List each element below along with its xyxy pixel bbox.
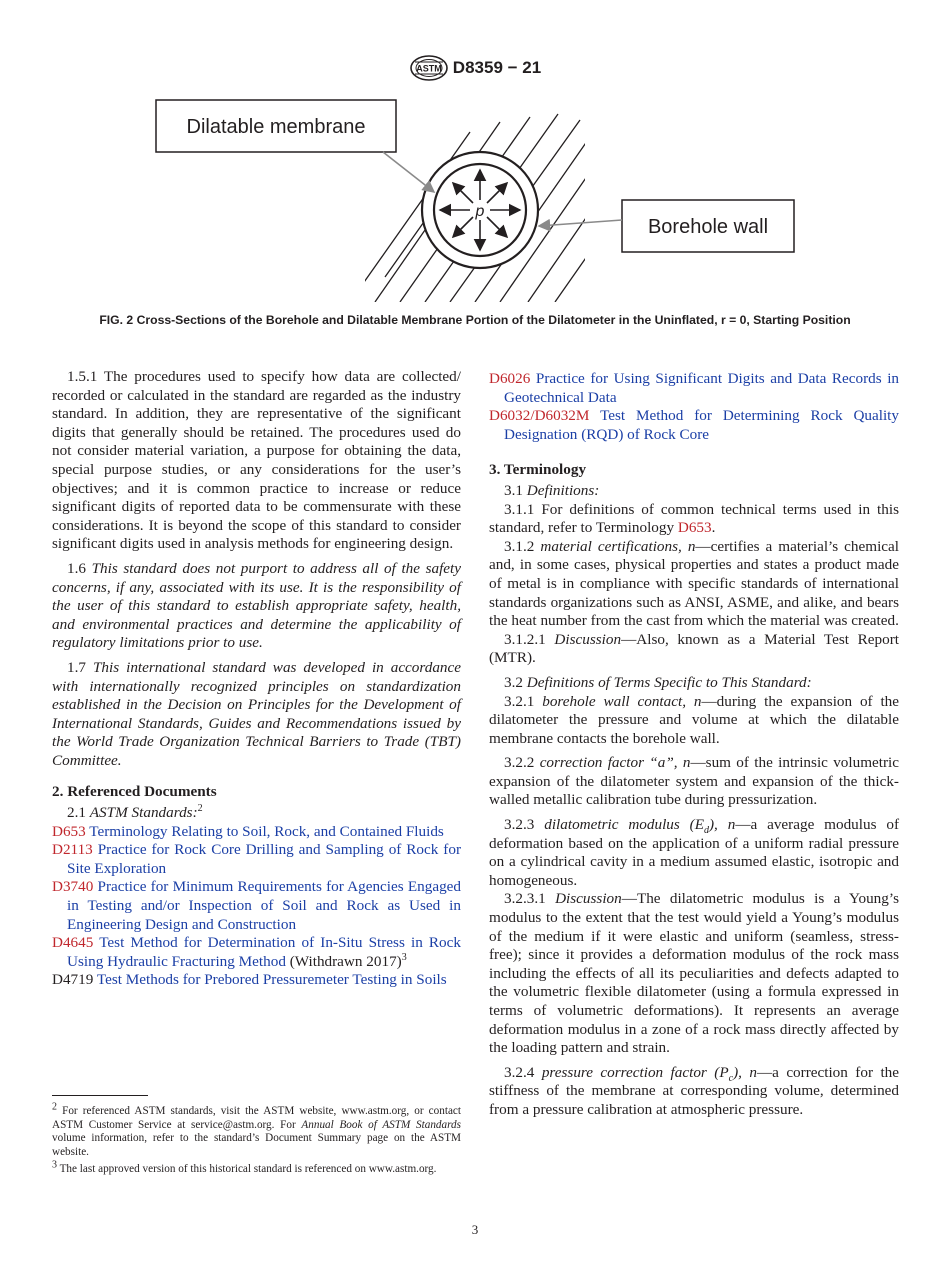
paragraph-3-2-4: 3.2.4 pressure correction factor $(P_c)$, n—a correction for the stiffness of the membrane at corresponding volume, determined from a pressure calibration at atmospheric pressure. [489,1063,900,1118]
membrane-label: Dilatable membrane [186,116,366,138]
reference-item[interactable]: D6032/D6032M Test Method for Determining Rock Quality Designation (RQD) of Rock Core [489,407,899,443]
reference-item[interactable]: D3740 Practice for Minimum Requirements for Agencies Engaged in Testing and/or Inspection of Soil and Rock as Used in Engineering Design and Construction [52,878,461,933]
paragraph-3-2-3-1: 3.2.3.1 Discussion—The dilatometric modulus is a Young’s modulus to the extent that the test would yield a Young’s modulus of the medium if it were elastic and uniform (seamless, stress-free); since it provides a deformation modulus of the rock mass including the effects of all its peculiarities and defects adapted to the volumetric flexible dilatometer (using a formula expressed in terms of volumetric deformations). It represents an average deformation modulus in a zone of a rock mass directly affected by the loading pattern and strain. [489,890,900,1057]
page-number: 3 [471,1222,479,1237]
paragraph-1-5-1: 1.5.1 The procedures used to specify how data are collected/ recorded or calculated in the standard are regarded as the industry standard. In addition, they are representative of the significant digits that generally should be retained. The procedures used do not consider material variation, a purpose for obtaining the data, special purpose studies, or any considerations for the user’s objectives; and it is common practice to increase or reduce significant digits of reported data to be commensurate with these considerations. It is beyond the scope of this standard to consider significant digits used in analysis methods for engineering design. [52,368,461,553]
section-2-heading: 2. Referenced Documents [52,783,217,801]
footnote-3: $^3$ The last approved version of this historical standard is referenced on www.astm.org. [52,1159,437,1175]
paragraph-1-6: 1.6 This standard does not purport to address all of the safety concerns, if any, associated with its use. It is the responsibility of the user of this standard to establish appropriate safety, health, and environmental practices and determine the applicability of regulatory limitations prior to use. [52,559,462,652]
standard-designation: D8359 − 21 [452,58,542,77]
paragraph-3-1: 3.1 Definitions: [504,481,600,499]
reference-item[interactable]: D653 Terminology Relating to Soil, Rock, and Contained Fluids [52,822,444,840]
section-3-heading: 3. Terminology [489,461,587,479]
paragraph-3-2: 3.2 Definitions of Terms Specific to This Standard: [504,673,812,691]
right-column [489,370,899,1120]
left-column [52,368,461,990]
paragraph-3-1-2: 3.1.2 material certifications, n—certifies a material’s chemical and, in some cases, physical properties and states a product made of metal is in compliance with specific standards of international standards organizations such as ANSI, ASME, and alike, and bears the heat number from the cast from which the material was created. [489,537,899,630]
svg-text:ASTM: ASTM [416,63,442,74]
paragraph-3-1-2-1: 3.1.2.1 Discussion—Also, known as a Material Test Report (MTR). [489,630,899,667]
astm-logo-icon [409,54,449,82]
figure-caption: FIG. 2 Cross-Sections of the Borehole and Dilatable Membrane Portion of the Dilatometer in the Uninflated, r = 0, Starting Position [99,313,851,327]
paragraph-3-2-2: 3.2.2 correction factor “a”, n—sum of the intrinsic volumetric expansion of the dilatometer system and expansion of the thick-walled metallic calibration tube during pressurization. [489,754,900,809]
reference-item[interactable]: D4645 Test Method for Determination of In-Situ Stress in Rock Using Hydraulic Fracturing Method (Withdrawn 2017)$^3$ [52,934,461,970]
pressure-symbol: p [475,203,485,220]
d653-link[interactable]: D653 [677,519,712,537]
paragraph-3-2-1: 3.2.1 borehole wall contact, n—during the expansion of the dilatometer the pressure and volume at which the dilatable membrane contacts the borehole wall. [489,692,899,747]
footnote-2: $^2$ For referenced ASTM standards, visit the ASTM website, www.astm.org, or contact ASTM Customer Service at service@astm.org. For Annual Book of ASTM Standards volume information, refer to the standard’s Document Summary page on the ASTM website. [52,1101,461,1158]
footnote-rule [52,1095,148,1096]
wall-label: Borehole wall [647,216,769,238]
paragraph-3-2-3: 3.2.3 dilatometric modulus $(E_d)$, n—a average modulus of deformation based on the application of a uniform radial pressure on a cylindrical cavity in a medium assumed elastic, isotropic and homogeneous. [489,816,899,889]
page-header [0,54,950,82]
reference-item[interactable]: D6026 Practice for Using Significant Digits and Data Records in Geotechnical Data [489,370,900,406]
paragraph-2-1: 2.1 ASTM Standards:$^2$ [67,803,203,822]
paragraph-3-1-1: 3.1.1 For definitions of common technical terms used in this standard, refer to Terminology D653. [489,500,899,537]
reference-item[interactable]: D2113 Practice for Rock Core Drilling and Sampling of Rock for Site Exploration [52,841,461,877]
membrane-leader-arrow [383,152,434,192]
reference-item[interactable]: D4719 Test Methods for Prebored Pressuremeter Testing in Soils [52,971,447,989]
borehole-cross-section-figure [150,92,810,302]
paragraph-1-7: 1.7 This international standard was developed in accordance with internationally recognized principles on standardization established in the Decision on Principles for the Development of International Standards, Guides and Recommendations issued by the World Trade Organization Technical Barriers to Trade (TBT) Committee. [52,658,462,769]
